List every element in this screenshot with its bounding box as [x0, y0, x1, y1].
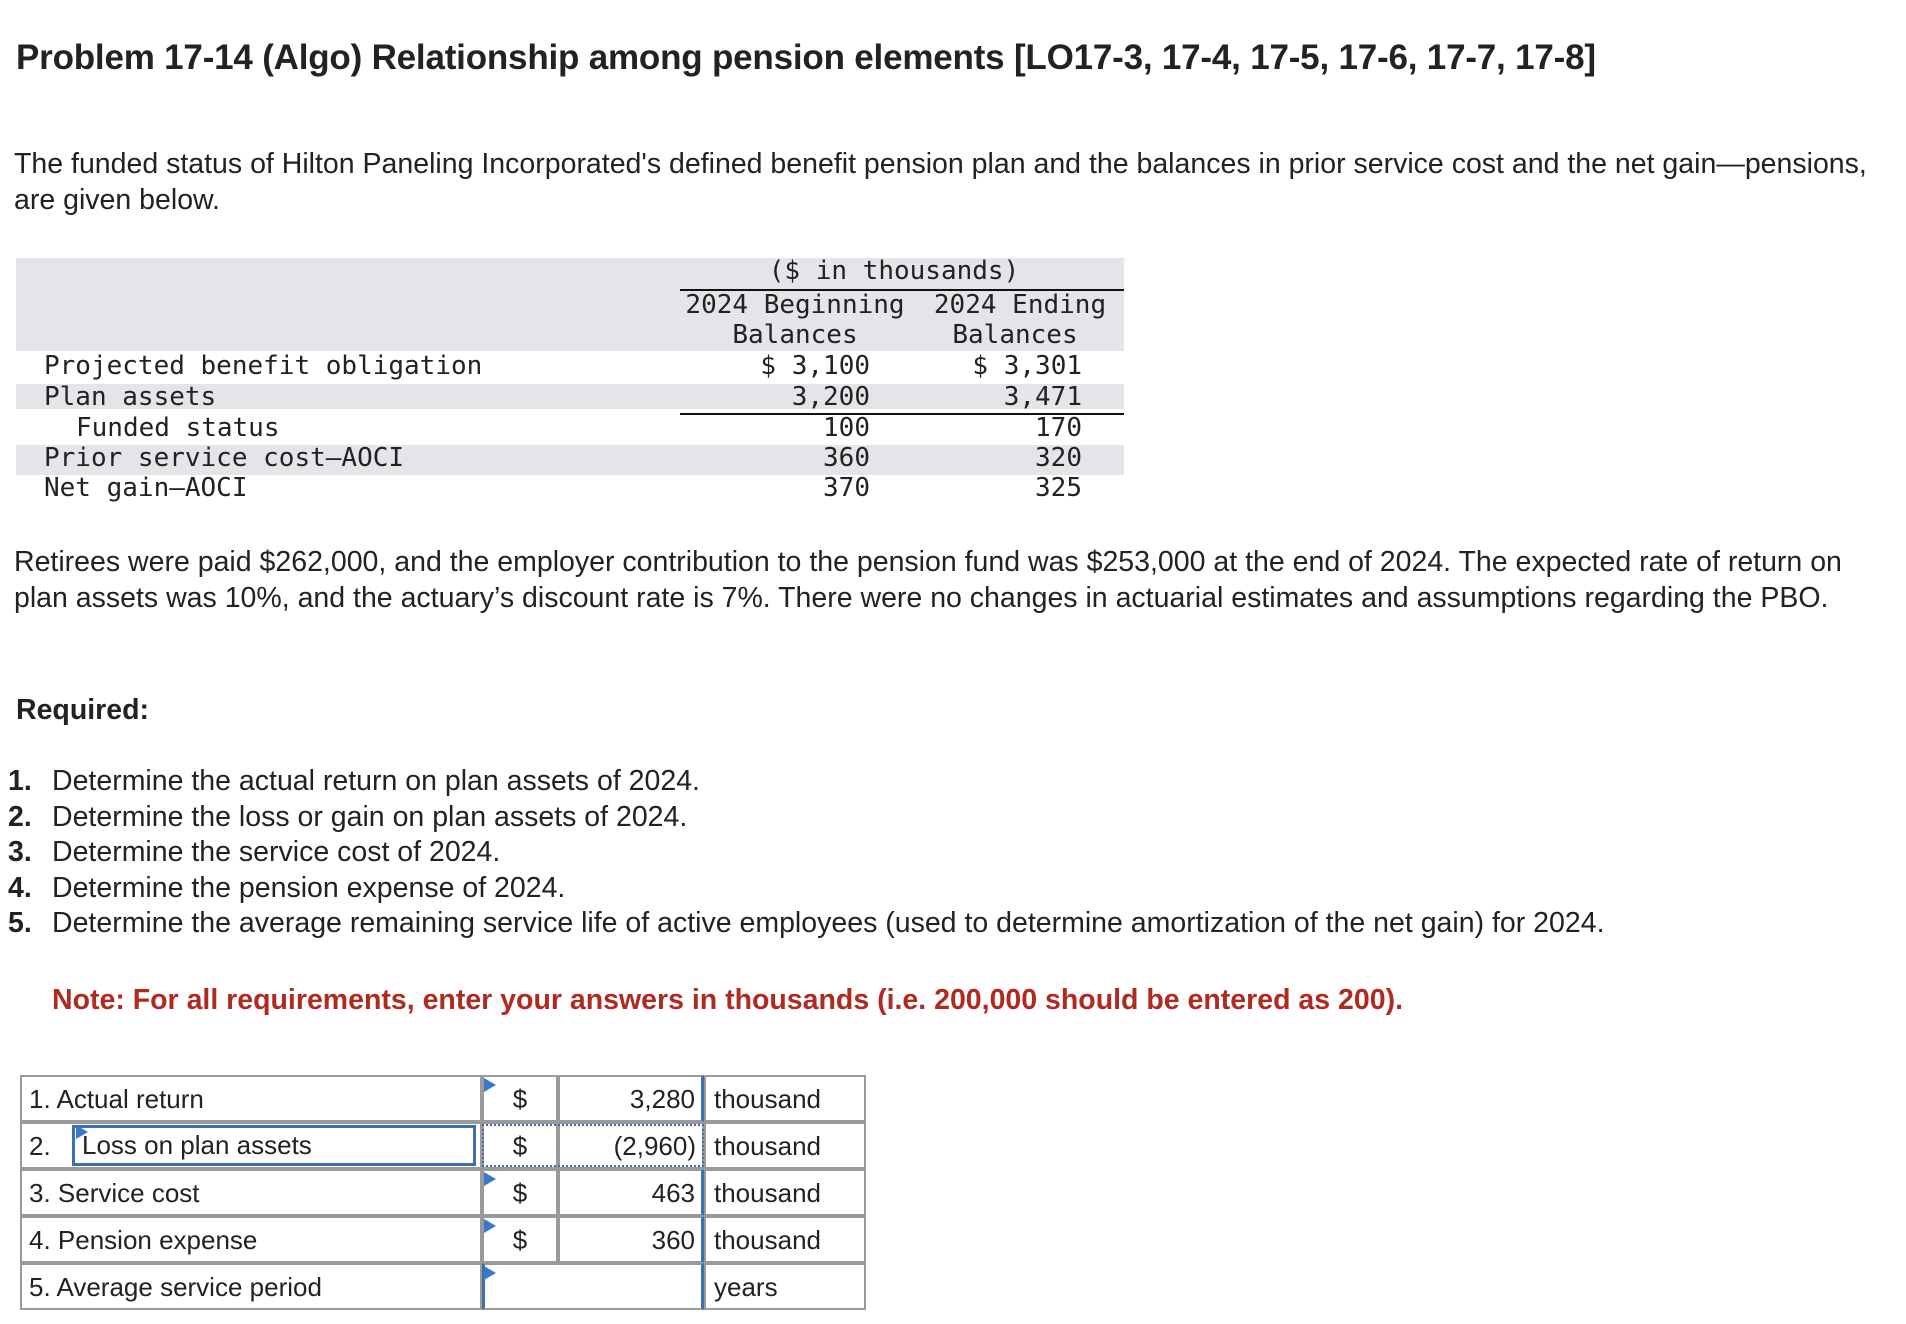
currency-symbol: $ — [482, 1075, 558, 1122]
col-end-header-2: Balances — [952, 320, 1078, 350]
dropdown-marker-icon[interactable] — [484, 1266, 496, 1280]
answer-label: 1. Actual return — [20, 1075, 482, 1122]
row-begin-pbo: $ 3,100 — [760, 351, 870, 381]
list-number: 4. — [8, 871, 32, 904]
answer-label: 4. Pension expense — [20, 1216, 482, 1263]
row-end-net-gain: 325 — [1035, 473, 1082, 503]
row-end-prior-service: 320 — [1035, 443, 1082, 473]
dropdown-marker-icon[interactable] — [484, 1219, 496, 1233]
answer-label: 5. Average service period — [20, 1263, 482, 1310]
col-begin-header-1: 2024 Beginning — [685, 290, 905, 320]
loss-on-plan-assets-input[interactable]: (2,960) — [558, 1122, 704, 1169]
row-label-prior-service: Prior service cost–AOCI — [44, 443, 405, 473]
answer-label: 3. Service cost — [20, 1169, 482, 1216]
list-item — [8, 800, 1605, 836]
currency-symbol: $ — [482, 1169, 558, 1216]
dropdown-marker-icon[interactable] — [484, 1078, 496, 1092]
list-item — [8, 871, 1605, 907]
list-text: Determine the loss or gain on plan assets of 2024. — [52, 800, 688, 833]
row-end-plan-assets: 3,471 — [1003, 382, 1082, 412]
row-label-net-gain: Net gain–AOCI — [44, 473, 248, 503]
list-text: Determine the pension expense of 2024. — [52, 871, 566, 904]
required-heading: Required: — [16, 694, 150, 726]
facts-paragraph: Retirees were paid $262,000, and the employer contribution to the pension fund was $253,000 at the end of 2024. The expected rate of return on plan assets was 10%, and the actuary’s discount rate is 7%. There were no changes in actuarial estimates and assumptions regarding the PBO. — [14, 546, 1842, 614]
focus-outline — [482, 1124, 704, 1167]
currency-symbol: $ — [482, 1216, 558, 1263]
note-text: Note: For all requirements, enter your answers in thousands (i.e. 200,000 should be entered as 200). — [52, 984, 1403, 1016]
requirements-list — [8, 764, 1605, 942]
intro-text: The funded status of Hilton Paneling Incorporated's defined benefit pension plan and the balances in prior service cost and the net gain—pensions, are given below. — [14, 148, 1867, 216]
row-label-plan-assets: Plan assets — [44, 382, 217, 412]
units-header: ($ in thousands) — [768, 256, 1020, 286]
row-begin-prior-service: 360 — [823, 443, 870, 473]
unit-label: years — [704, 1263, 866, 1310]
dropdown-marker-icon[interactable] — [484, 1172, 496, 1186]
list-number: 1. — [8, 765, 32, 797]
row-begin-plan-assets: 3,200 — [791, 382, 870, 412]
unit-label: thousand — [704, 1122, 866, 1169]
dropdown-marker-icon[interactable] — [76, 1125, 88, 1139]
row-end-pbo: $ 3,301 — [972, 351, 1082, 381]
list-number: 2. — [8, 800, 32, 833]
list-item — [8, 764, 1605, 800]
currency-symbol: $ — [482, 1122, 558, 1169]
unit-label: thousand — [704, 1075, 866, 1122]
row-label-pbo: Projected benefit obligation — [44, 351, 483, 381]
list-text: Determine the service cost of 2024. — [52, 836, 501, 869]
list-number: 3. — [8, 836, 32, 869]
row-label-funded-status: Funded status — [76, 413, 280, 443]
col-end-header-1: 2024 Ending — [933, 290, 1107, 320]
row-end-funded-status: 170 — [1035, 413, 1082, 443]
col-begin-header-2: Balances — [732, 320, 858, 350]
list-item — [8, 835, 1605, 871]
row-begin-funded-status: 100 — [823, 413, 870, 443]
list-text: Determine the actual return on plan assets of 2024. — [52, 765, 700, 797]
problem-title: Problem 17-14 (Algo) Relationship among pension elements [LO17-3, 17-4, 17-5, 17-6, 17-7, 17-8] — [16, 38, 1596, 77]
pension-expense-input[interactable]: 360 — [558, 1216, 704, 1263]
actual-return-input[interactable]: 3,280 — [558, 1075, 704, 1122]
answer-label-number: 2. — [29, 1131, 51, 1161]
average-service-period-input[interactable] — [482, 1263, 704, 1310]
list-text: Determine the average remaining service life of active employees (used to determine amortization of the net gain) for 2024. — [52, 907, 1605, 940]
list-number: 5. — [8, 907, 32, 940]
list-item — [8, 906, 1605, 942]
unit-label: thousand — [704, 1216, 866, 1263]
unit-label: thousand — [704, 1169, 866, 1216]
gain-loss-selected-label: Loss on plan assets — [82, 1130, 312, 1160]
row-begin-net-gain: 370 — [823, 473, 870, 503]
service-cost-input[interactable]: 463 — [558, 1169, 704, 1216]
